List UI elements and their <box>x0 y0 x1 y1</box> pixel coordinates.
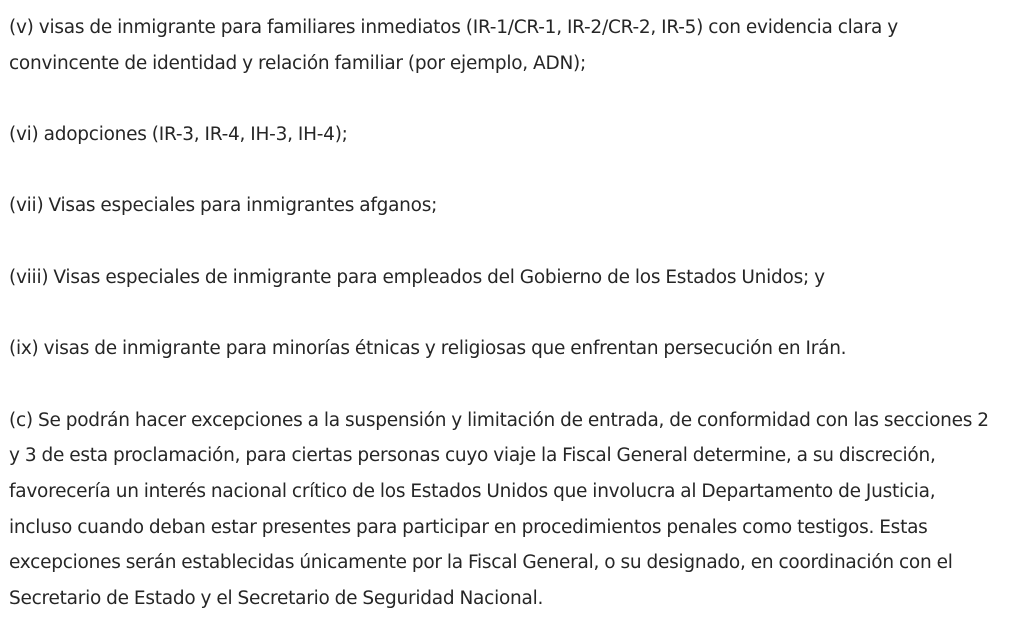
paragraph-line: incluso cuando deban estar presentes para participar en procedimientos penales como testigos. Estas <box>9 516 928 538</box>
paragraph-line: convincente de identidad y relación familiar (por ejemplo, ADN); <box>9 52 586 74</box>
paragraph-line: y 3 de esta proclamación, para ciertas personas cuyo viaje la Fiscal General determine, a su discreción, <box>9 445 936 467</box>
paragraph-c <box>9 403 1016 617</box>
paragraph-line: (vi) adopciones (IR-3, IR-4, IH-3, IH-4); <box>9 124 348 146</box>
paragraph-v <box>9 10 1016 81</box>
paragraph-ix <box>9 331 1016 367</box>
paragraph-vi <box>9 117 1016 153</box>
paragraph-vii <box>9 188 1016 224</box>
paragraph-line: (ix) visas de inmigrante para minorías étnicas y religiosas que enfrentan persecución en Irán. <box>9 338 847 360</box>
paragraph-line: (viii) Visas especiales de inmigrante para empleados del Gobierno de los Estados Unidos; y <box>9 266 825 288</box>
paragraph-line: (c) Se podrán hacer excepciones a la suspensión y limitación de entrada, de conformidad con las secciones 2 <box>9 409 989 431</box>
paragraph-line: excepciones serán establecidas únicamente por la Fiscal General, o su designado, en coordinación con el <box>9 552 953 574</box>
paragraph-line: (v) visas de inmigrante para familiares inmediatos (IR-1/CR-1, IR-2/CR-2, IR-5) con evidencia clara y <box>9 17 898 38</box>
paragraph-line: (vii) Visas especiales para inmigrantes afganos; <box>9 195 438 217</box>
paragraph-line: favorecería un interés nacional crítico de los Estados Unidos que involucra al Departamento de Justicia, <box>9 481 936 503</box>
paragraph-line: Secretario de Estado y el Secretario de Seguridad Nacional. <box>9 588 544 610</box>
paragraph-viii <box>9 260 1016 296</box>
